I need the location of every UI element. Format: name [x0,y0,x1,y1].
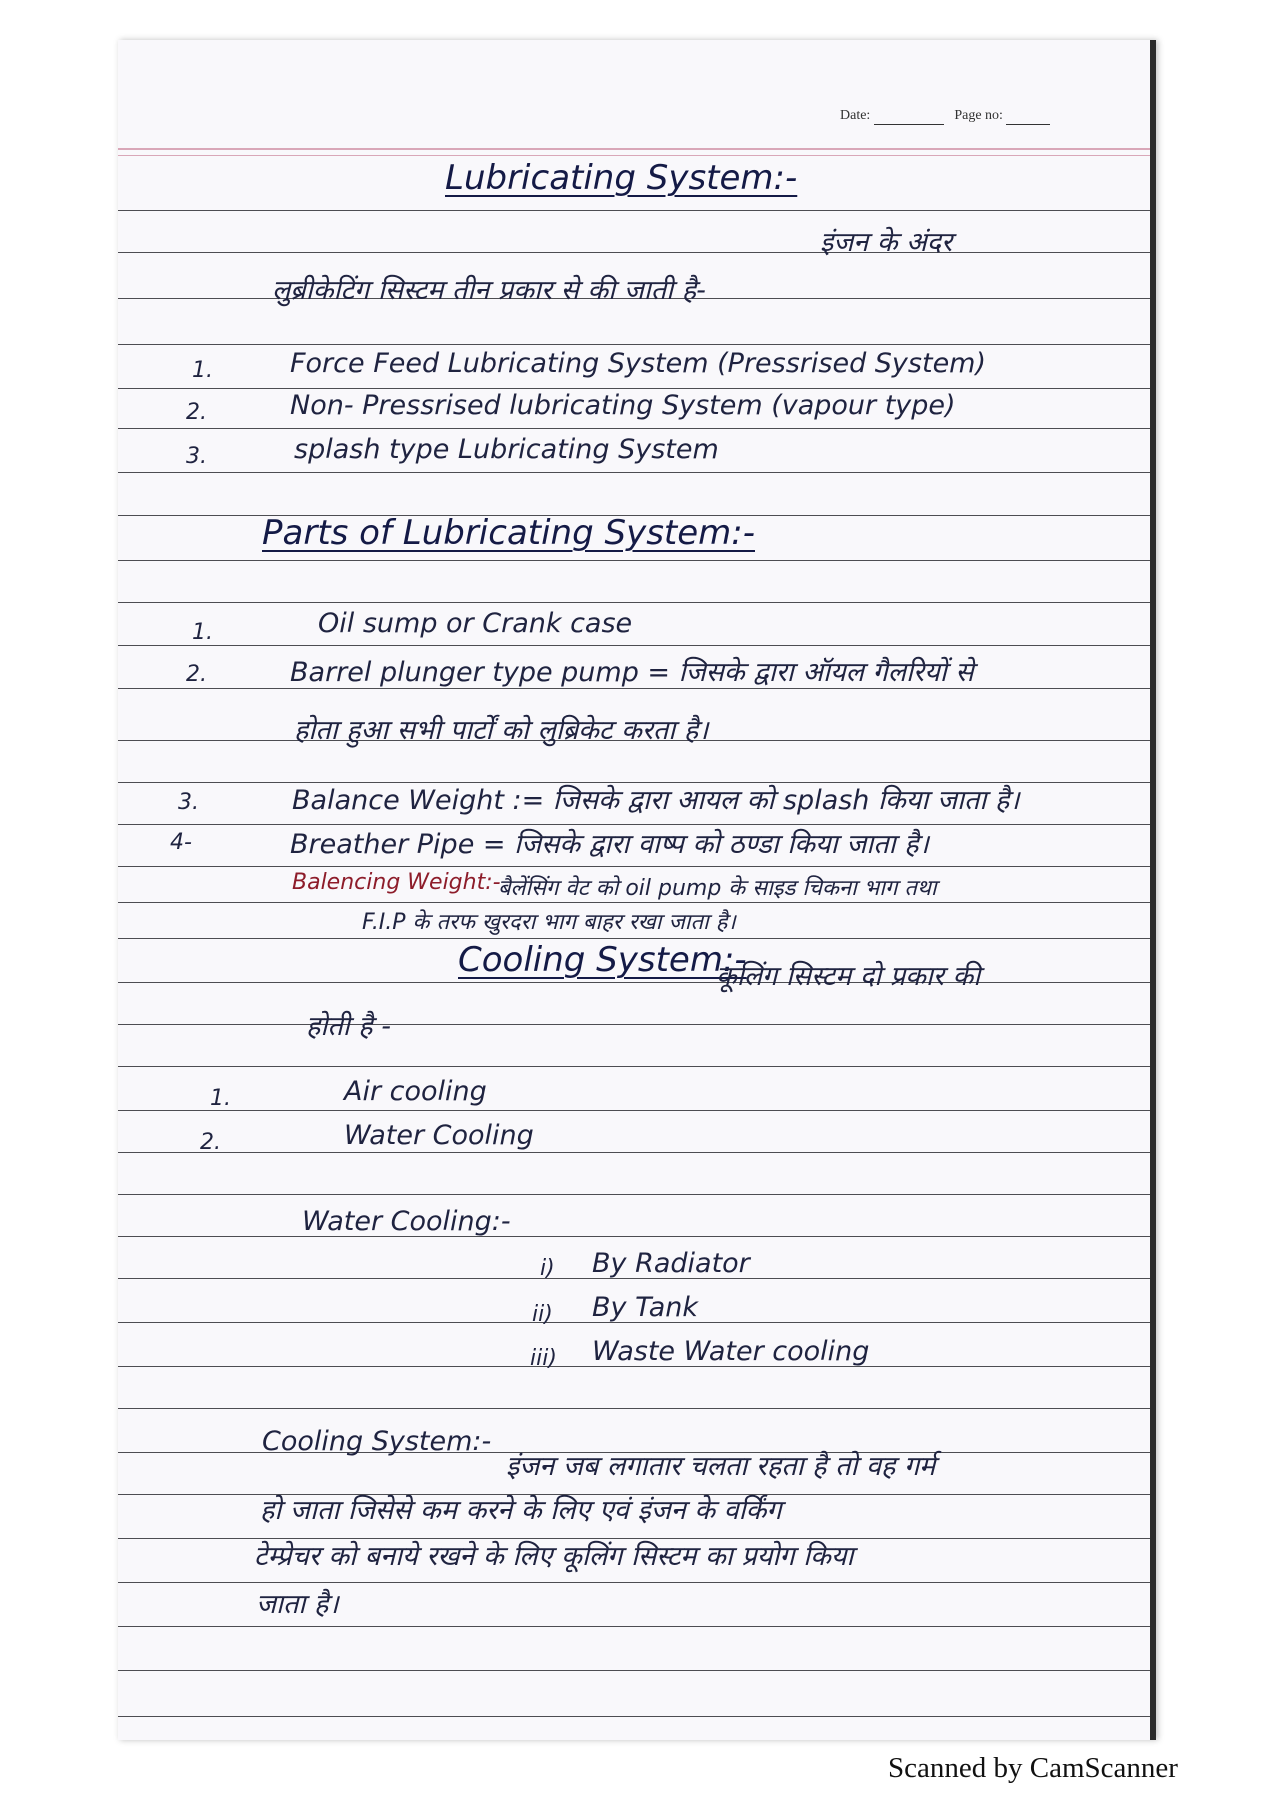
cooling-def-heading: Cooling System:- [262,1426,492,1457]
lubricating-heading: Lubricating System:- [445,158,798,198]
water-type-3-num: iii) [530,1346,557,1371]
ruled-line [118,428,1150,429]
part-2-text: Barrel plunger type pump = जिसके द्वारा ऑयल गैलरियों से [290,657,974,688]
water-type-2-num: ii) [532,1302,553,1327]
part-3-text: Balance Weight := जिसके द्वारा आयल को splash किया जाता है। [292,785,1020,816]
lub-type-1-text: Force Feed Lubricating System (Pressrised System) [290,348,987,379]
parts-heading: Parts of Lubricating System:- [262,513,755,553]
date-page-header [840,108,1050,125]
water-type-2-text: By Tank [592,1292,699,1323]
cooling-type-1-num: 1. [210,1086,231,1111]
ruled-line [118,1670,1150,1671]
ruled-line [118,1024,1150,1025]
lubricating-intro-line1: इंजन के अंदर [820,227,953,258]
balancing-label: Balencing Weight:- [292,870,501,895]
date-label: Date: [840,108,871,123]
part-4-num: 4- [170,830,192,855]
ruled-line [118,645,1150,646]
ruled-line [118,472,1150,473]
ruled-line [118,866,1150,867]
part-1-num: 1. [192,620,213,645]
ruled-line [118,388,1150,389]
cooling-def-line3: टेम्प्रेचर को बनाये रखने के लिए कूलिंग सिस्टम का प्रयोग किया [254,1541,854,1572]
cooling-heading: Cooling System:- [458,940,747,980]
cooling-intro-line1: कूलिंग सिस्टम दो प्रकार की [716,961,981,992]
top-margin-line-2 [118,155,1150,156]
ruled-line [118,210,1150,211]
lubricating-intro-line2: लुब्रीकेटिंग सिस्टम तीन प्रकार से की जाती है- [272,275,706,306]
balancing-line2: F.I.P के तरफ खुरदरा भाग बाहर रखा जाता है। [362,910,736,935]
ruled-line [118,1716,1150,1717]
page-no-label: Page no: [954,108,1003,123]
ruled-line [118,1236,1150,1237]
cooling-def-line4: जाता है। [256,1589,339,1620]
ruled-line [118,1194,1150,1195]
camscanner-watermark: Scanned by CamScanner [888,1752,1178,1784]
top-margin-line [118,148,1150,150]
ruled-line [118,938,1150,939]
lub-type-2-text: Non- Pressrised lubricating System (vapour type) [290,390,956,421]
ruled-line [118,344,1150,345]
cooling-type-1-text: Air cooling [344,1076,487,1107]
ruled-line [118,982,1150,983]
cooling-type-2-text: Water Cooling [344,1120,534,1151]
water-type-3-text: Waste Water cooling [592,1336,870,1367]
part-4-text: Breather Pipe = जिसके द्वारा वाष्प को ठण्डा किया जाता है। [290,829,929,860]
ruled-line [118,1582,1150,1583]
ruled-line [118,1110,1150,1111]
ruled-line [118,560,1150,561]
part-2-text-cont: होता हुआ सभी पार्टों को लुब्रिकेट करता है। [294,715,709,746]
part-2-num: 2. [186,662,207,687]
lub-type-2-num: 2. [186,400,207,425]
cooling-def-line2: हो जाता जिसेसे कम करने के लिए एवं इंजन के वर्किंग [260,1495,782,1526]
ruled-line [118,902,1150,903]
ruled-line [118,252,1150,253]
part-3-num: 3. [178,790,199,815]
balancing-line1: बैलेंसिंग वेट को oil pump के साइड चिकना भाग तथा [498,876,937,901]
lub-type-3-text: splash type Lubricating System [294,434,719,465]
part-1-text: Oil sump or Crank case [318,608,633,639]
cooling-type-2-num: 2. [200,1130,221,1155]
lub-type-3-num: 3. [186,444,207,469]
ruled-line [118,1626,1150,1627]
water-type-1-num: i) [540,1256,555,1281]
water-cooling-heading: Water Cooling:- [302,1206,511,1237]
lub-type-1-num: 1. [192,358,213,383]
ruled-line [118,1152,1150,1153]
ruled-line [118,602,1150,603]
ruled-line [118,1066,1150,1067]
cooling-def-line1: इंजन जब लगातार चलता रहता है तो वह गर्म [506,1451,936,1482]
cooling-intro-line2: होती है - [306,1011,391,1042]
ruled-line [118,1408,1150,1409]
water-type-1-text: By Radiator [592,1248,750,1279]
